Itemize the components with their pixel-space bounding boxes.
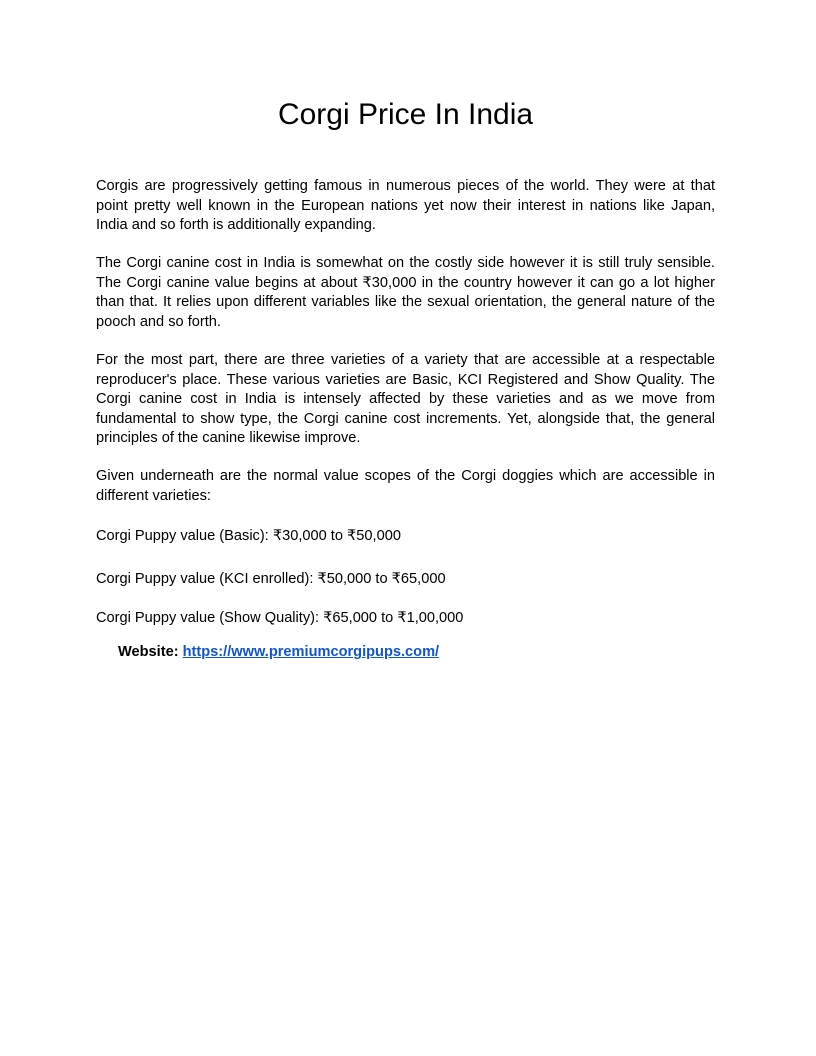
price-intro-paragraph: Given underneath are the normal value scopes of the Corgi doggies which are accessible in different varieties: (96, 468, 715, 504)
price-basic: Corgi Puppy value (Basic): ₹30,000 to ₹50,000 (96, 528, 401, 544)
price-kci-enrolled: Corgi Puppy value (KCI enrolled): ₹50,000 to ₹65,000 (96, 571, 446, 587)
website-link[interactable]: https://www.premiumcorgipups.com/ (182, 644, 440, 660)
website-line (118, 643, 439, 663)
cost-paragraph: The Corgi canine cost in India is somewhat on the costly side however it is still truly sensible. The Corgi canine value begins at about ₹30,000 in the country however it can go a lot higher than that. It relies upon different variables like the sexual orientation, the general nature of the pooch and so forth. (96, 255, 715, 330)
page-title: Corgi Price In India (277, 98, 534, 131)
website-label: Website: (118, 644, 179, 660)
price-show-quality: Corgi Puppy value (Show Quality): ₹65,000 to ₹1,00,000 (96, 610, 464, 626)
intro-paragraph: Corgis are progressively getting famous in numerous pieces of the world. They were at that point pretty well known in the European nations yet now their interest in nations like Japan, India and so forth is additionally expanding. (96, 178, 715, 233)
varieties-paragraph: For the most part, there are three varieties of a variety that are accessible at a respectable reproducer's place. These various varieties are Basic, KCI Registered and Show Quality. The Corgi canine cost in India is intensely affected by these varieties and as we move from fundamental to show type, the Corgi canine cost increments. Yet, alongside that, the general principles of the canine likewise improve. (96, 352, 715, 446)
